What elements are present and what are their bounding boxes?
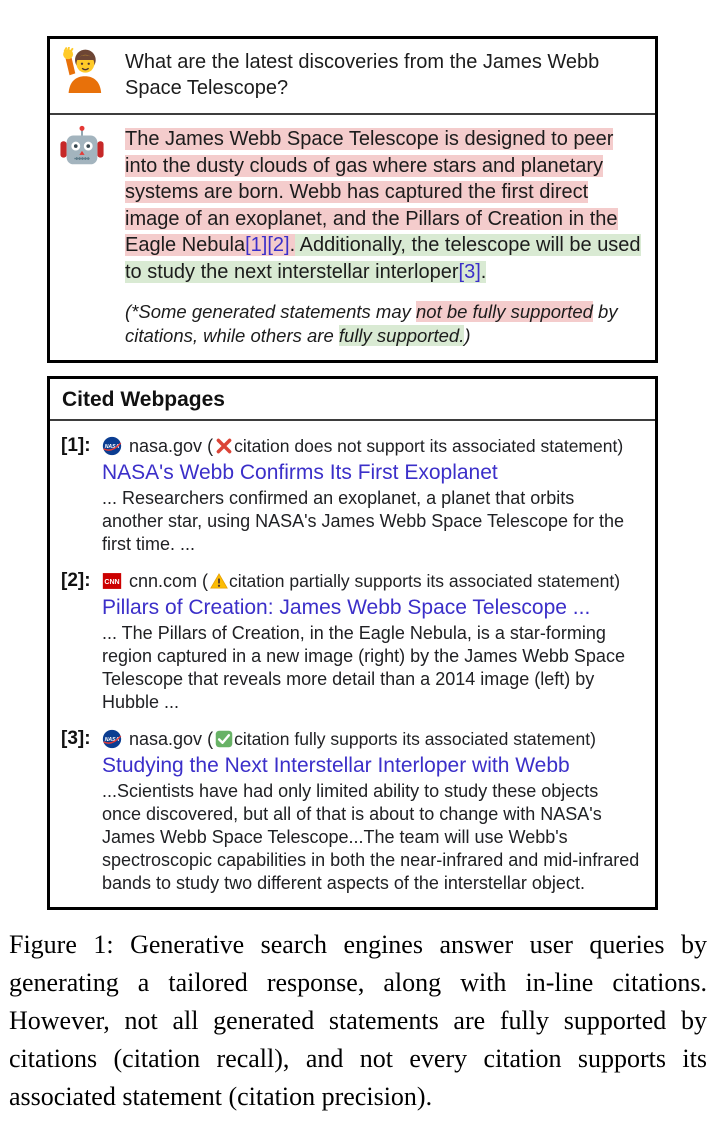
citation-status-text: citation does not support its associated statement) bbox=[234, 435, 624, 456]
citation-status-text: citation partially supports its associated statement) bbox=[229, 570, 621, 591]
citation-source-line bbox=[102, 434, 643, 458]
chat-divider bbox=[50, 113, 655, 115]
header-rule bbox=[50, 419, 655, 421]
note-unsupported-highlight: not be fully supported bbox=[416, 301, 593, 322]
svg-text:NASA: NASA bbox=[104, 737, 120, 744]
note-plain-segment: ) bbox=[464, 325, 471, 346]
citation-entry-1 bbox=[60, 434, 643, 556]
paren-open: ( bbox=[207, 435, 214, 456]
inline-citation-link-3[interactable]: [3] bbox=[458, 260, 481, 283]
inline-citation-link-1[interactable]: [1] bbox=[245, 234, 268, 256]
inline-citation-link-2[interactable]: [2] bbox=[267, 234, 290, 256]
note-plain-segment: by citations, while others are bbox=[125, 301, 618, 346]
robot-icon bbox=[59, 125, 105, 171]
site-domain: nasa.gov bbox=[129, 728, 203, 749]
disclaimer-note bbox=[125, 300, 643, 348]
svg-text:NASA: NASA bbox=[104, 444, 120, 451]
answer-supported-segment: Additionally, the telescope will be used to study the next interstellar interloper bbox=[125, 234, 641, 283]
svg-text:CNN: CNN bbox=[104, 577, 120, 586]
cited-webpages-title: Cited Webpages bbox=[62, 388, 225, 411]
paren-open: ( bbox=[202, 570, 209, 591]
result-title-link[interactable]: Studying the Next Interstellar Interloper with Webb bbox=[102, 754, 570, 777]
citation-entry-2 bbox=[60, 569, 643, 714]
site-domain: nasa.gov bbox=[129, 435, 203, 456]
bot-answer-row bbox=[59, 125, 643, 285]
red-cross-icon bbox=[215, 437, 233, 455]
figure-1 bbox=[0, 36, 716, 1123]
green-check-icon bbox=[215, 730, 233, 748]
cnn-favicon-icon bbox=[102, 571, 122, 591]
citation-label: [2]: bbox=[61, 570, 91, 591]
citation-status-text: citation fully supports its associated statement) bbox=[234, 728, 596, 749]
result-title-link[interactable]: NASA's Webb Confirms Its First Exoplanet bbox=[102, 461, 498, 484]
citation-label: [3]: bbox=[61, 728, 91, 749]
citation-entry-3 bbox=[60, 727, 643, 895]
paren-open: ( bbox=[207, 728, 214, 749]
user-query-row bbox=[59, 47, 643, 101]
nasa-favicon-icon bbox=[102, 436, 122, 456]
site-domain: cnn.com bbox=[129, 570, 198, 591]
result-snippet: ... The Pillars of Creation, in the Eagle Nebula, is a star-forming region captured in a new image (right) by the James Webb Space Telescope that reveals more detail than a 2014 image (left) by Hubble ... bbox=[102, 623, 625, 712]
result-snippet: ...Scientists have had only limited ability to study these objects once discovered, but all of that is about to change with NASA's James Webb Space Telescope...The team will use Webb's spectroscopic capabilities in both the near-infrared and mid-infrared bands to study two different aspects of the interstellar object. bbox=[102, 781, 640, 893]
user-question-text: What are the latest discoveries from the James Webb Space Telescope? bbox=[125, 51, 600, 99]
citation-source-line bbox=[102, 727, 643, 751]
answer-unsupported-period: . bbox=[289, 234, 296, 256]
note-supported-highlight: fully supported. bbox=[338, 325, 465, 346]
result-snippet: ... Researchers confirmed an exoplanet, a planet that orbits another star, using NASA's James Webb Space Telescope for the first time. ... bbox=[102, 488, 625, 554]
figure-caption: Figure 1: Generative search engines answer user queries by generating a tailored response, along with in-line citations. However, not all generated statements are fully supported by citations (citation recall), and not every citation supports its associated statement (citation precision). bbox=[9, 930, 707, 1111]
person-raising-hand-icon bbox=[59, 47, 105, 93]
citation-source-line bbox=[102, 569, 643, 593]
answer-supported-period: . bbox=[480, 260, 487, 283]
chat-panel bbox=[47, 36, 658, 363]
citation-label: [1]: bbox=[61, 435, 91, 456]
cited-webpages-panel bbox=[47, 376, 658, 910]
note-plain-segment: (*Some generated statements may bbox=[125, 301, 417, 322]
nasa-favicon-icon bbox=[102, 729, 122, 749]
warning-triangle-icon bbox=[210, 572, 228, 590]
answer-unsupported-segment: The James Webb Space Telescope is designed to peer into the dusty clouds of gas where stars and planetary systems are born. Webb has captured the first direct image of an exoplanet, and the Pillars of Creation in the Eagle Nebula bbox=[125, 128, 618, 256]
bot-answer-text bbox=[125, 125, 643, 285]
result-title-link[interactable]: Pillars of Creation: James Webb Space Telescope ... bbox=[102, 596, 591, 619]
